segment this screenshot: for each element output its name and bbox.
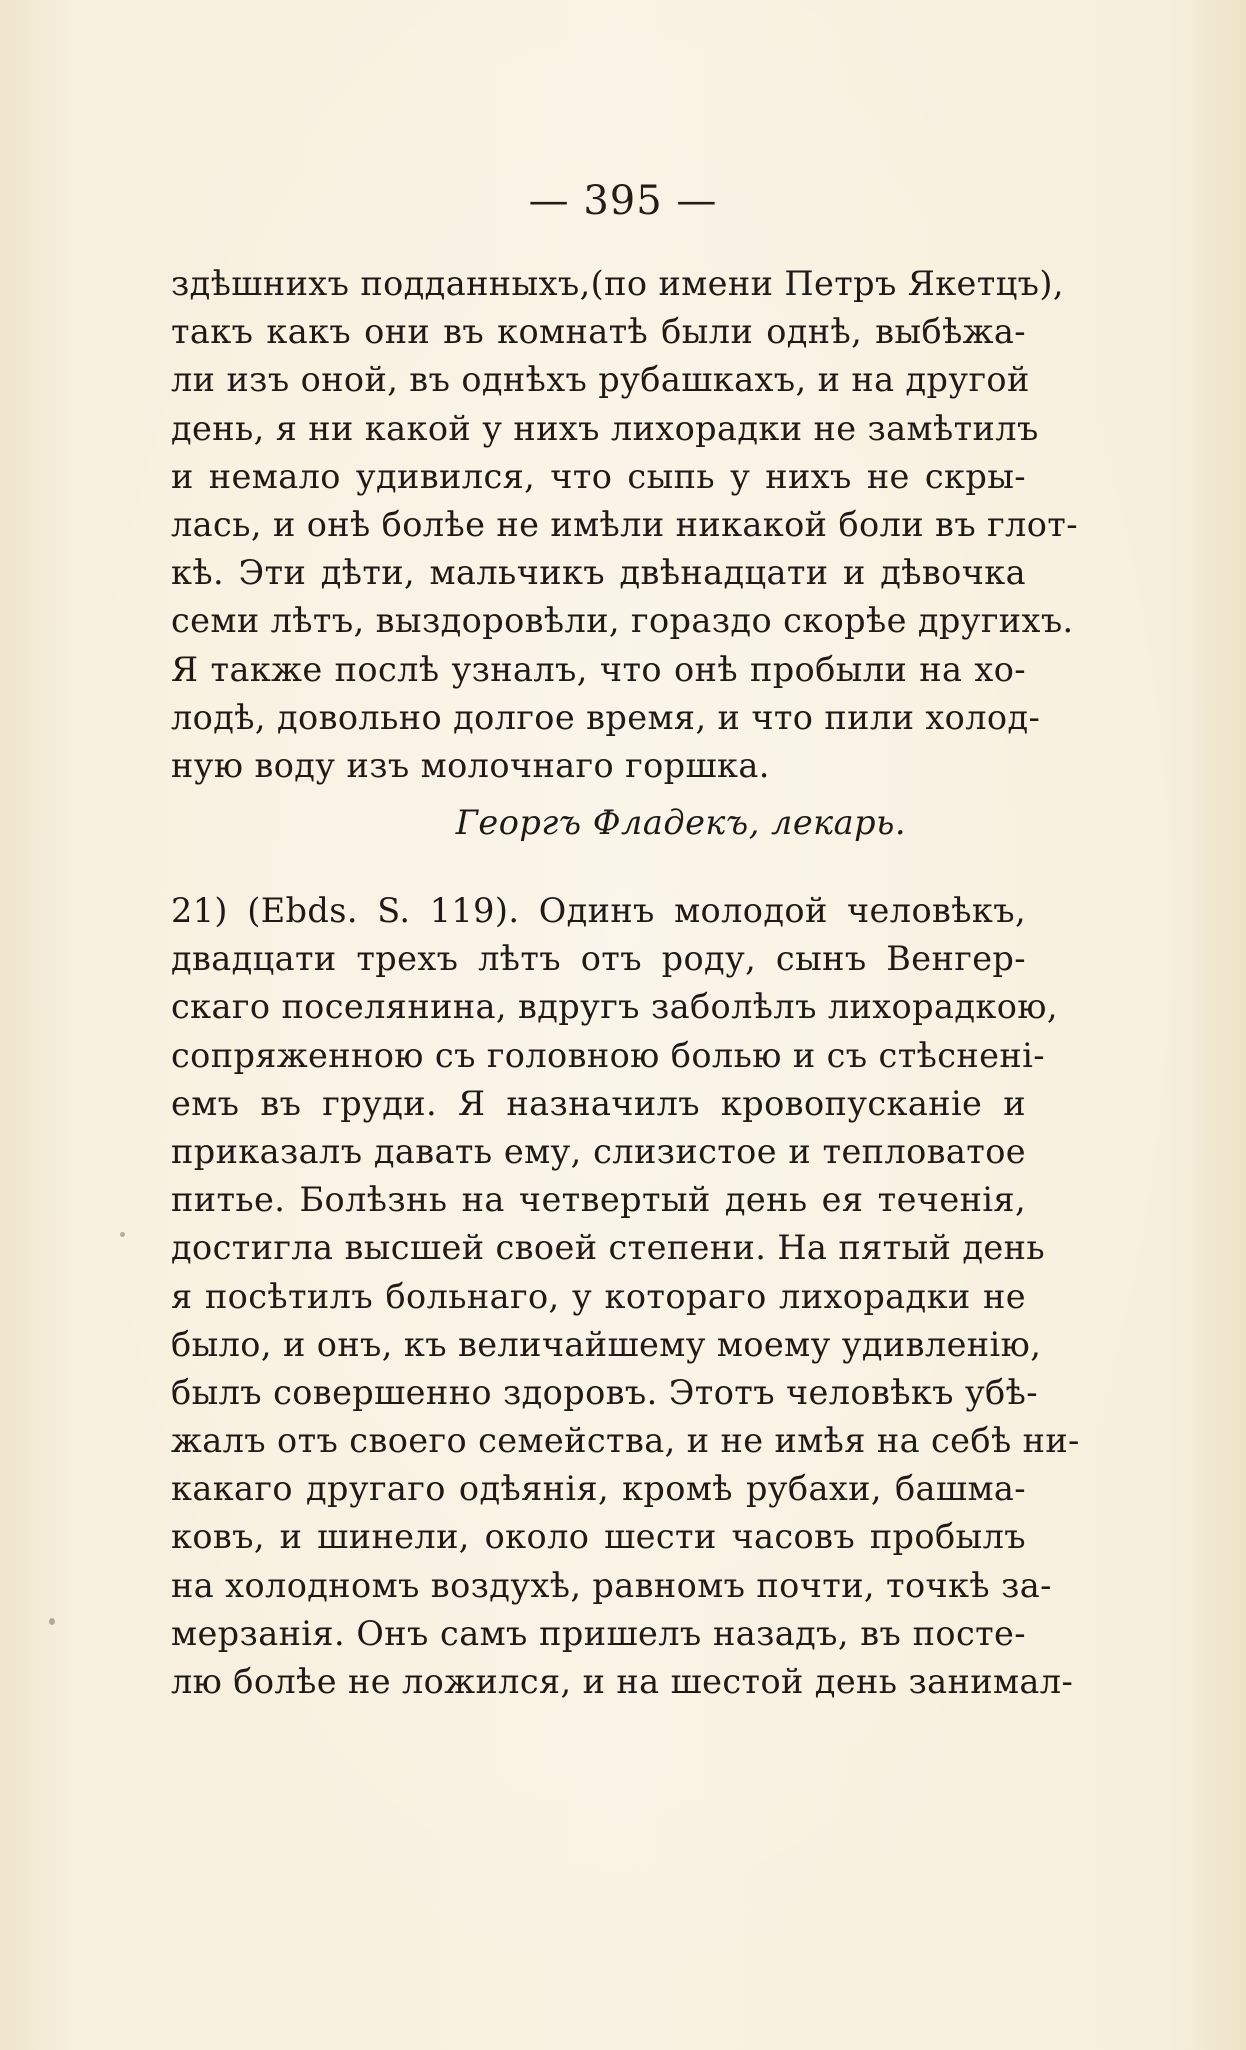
text-line: мерзанiя. Онъ самъ пришелъ назадъ, въ посте- [171, 1613, 1026, 1653]
text-line: двадцати трехъ лѣтъ отъ роду, сынъ Венгер- [171, 939, 1026, 979]
paragraph-1 [171, 260, 1078, 790]
text-line: ную воду изъ молочнаго горшка. [171, 745, 770, 785]
text-line: 21) (Ebds. S. 119). Одинъ молодой человѣкъ, [171, 891, 1026, 930]
text-line: емъ въ груди. Я назначилъ кровопусканiе и [171, 1083, 1026, 1123]
paper-speck [49, 1618, 55, 1625]
text-line: я посѣтилъ больнаго, у котораго лихорадки не [171, 1276, 1026, 1316]
text-line: день, я ни какой у нихъ лихорадки не замѣтилъ [171, 408, 1039, 448]
text-line: скаго поселянина, вдругъ заболѣлъ лихорадкою, [171, 987, 1058, 1027]
paragraph-2 [171, 887, 1080, 1706]
text-line: такъ какъ они въ комнатѣ были однѣ, выбѣжа- [171, 312, 1026, 352]
text-line: лась, и онѣ болѣе не имѣли никакой боли въ глот- [171, 504, 1078, 544]
text-line: Я также послѣ узналъ, что онѣ пробыли на хо- [171, 649, 1026, 689]
text-line: было, и онъ, къ величайшему моему удивленiю, [171, 1324, 1042, 1364]
text-line: питье. Болѣзнь на четвертый день ея теченiя, [171, 1180, 1026, 1220]
text-line: и немало удивился, что сыпь у нихъ не скры- [171, 456, 1026, 496]
text-line: приказалъ давать ему, слизистое и тепловатое [171, 1131, 1026, 1171]
text-line: здѣшнихъ подданныхъ,(по имени Петръ Якетцъ), [171, 264, 1064, 303]
signature: Георгъ Фладекъ, лекарь. [455, 803, 906, 842]
text-line: на холодномъ воздухѣ, равномъ почти, точкѣ за- [171, 1565, 1052, 1605]
text-line: семи лѣтъ, выздоровѣли, гораздо скорѣе другихъ. [171, 601, 1074, 641]
text-line: былъ совершенно здоровъ. Этотъ человѣкъ убѣ- [171, 1372, 1038, 1412]
text-line: какаго другаго одѣянiя, кромѣ рубахи, башма- [171, 1469, 1026, 1509]
paper-speck [120, 1232, 125, 1237]
text-line: достигла высшей своей степени. На пятый день [171, 1228, 1046, 1268]
text-line: ли изъ оной, въ однѣхъ рубашкахъ, и на другой [171, 360, 1030, 400]
text-line: кѣ. Эти дѣти, мальчикъ двѣнадцати и дѣвочка [171, 553, 1026, 593]
text-line: сопряженною съ головною болью и съ стѣсненi- [171, 1035, 1045, 1075]
text-line: лю болѣе не ложился, и на шестой день занимал- [171, 1662, 1074, 1701]
text-line: жалъ отъ своего семейства, и не имѣя на себѣ ни- [171, 1421, 1080, 1461]
text-line: лодѣ, довольно долгое время, и что пили холод- [171, 697, 1041, 737]
text-line: ковъ, и шинели, около шести часовъ пробылъ [171, 1517, 1026, 1557]
page-number: — 395 — [528, 178, 718, 224]
